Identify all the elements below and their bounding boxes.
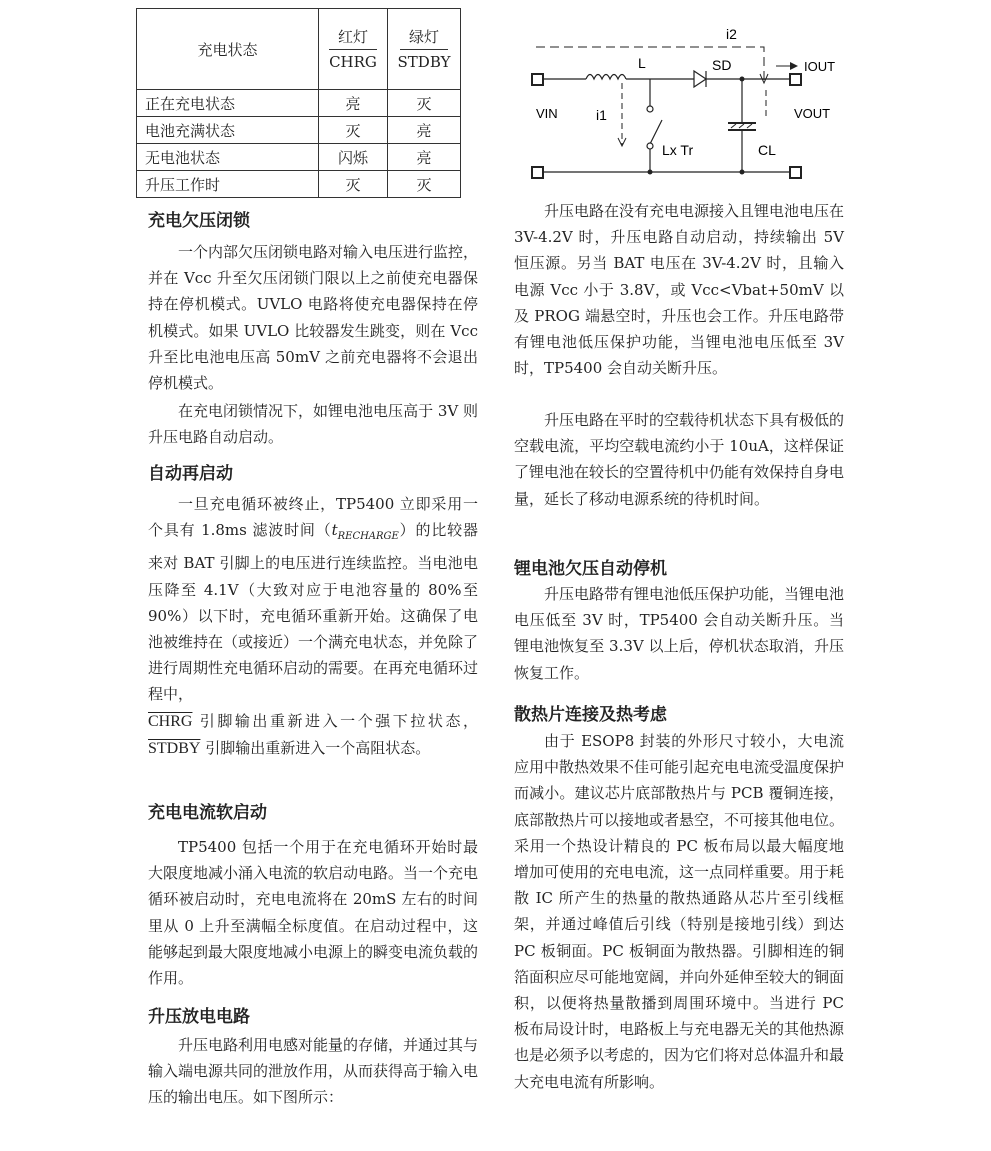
label-i1: i1 — [596, 107, 607, 123]
paragraph-lowbatt: 升压电路带有锂电池低压保护功能，当锂电池电压低至 3V 时，TP5400 会自动关断升压。当锂电池恢复至 3.3V 以上后，停机状态取消，升压恢复工作。 — [514, 585, 845, 682]
inductor-l — [586, 75, 626, 80]
label-sd: SD — [712, 57, 732, 73]
table-cell: 灭 — [319, 171, 388, 198]
heading-restart: 自动再启动 — [148, 464, 233, 484]
paragraph-boost-right-2: 升压电路在平时的空载待机状态下具有极低的空载电流，平均空载电流约小于 10uA，这样保证了锂电池在较长的空置待机中仍能有效保持自身电量，延长了移动电源系统的待机时间。 — [514, 411, 845, 508]
label-cl: CL — [758, 142, 776, 158]
paragraph-boost-right-1: 升压电路在没有充电电源接入且锂电池电压在 3V-4.2V 时，升压电路自动启动，持续输出 5V 恒压源。另当 BAT 电压在 3V-4.2V 时，且输入电源 Vcc 小于 3.8V，或 Vcc<Vbat+50mV 以及 PROG 端悬空时，升压也会工作。升压电路带有锂电池低压保护功能，当锂电池电压低至 3V 时，TP5400 会自动关断升压。 — [514, 202, 845, 378]
switch-lx-tr — [650, 120, 662, 144]
paragraph-boost: 升压电路利用电感对能量的存储，并通过其与输入端电源共同的泄放作用，从而获得高于输入电压的输出电压。如下图所示： — [148, 1036, 479, 1107]
table-cell: 灭 — [319, 117, 388, 144]
table-cell: 亮 — [319, 90, 388, 117]
table-header-green: 绿灯 STDBY — [388, 9, 461, 90]
table-row — [137, 171, 461, 198]
boost-circuit-diagram — [514, 20, 854, 190]
switch-contact-top — [647, 106, 653, 112]
heading-softstart: 充电电流软启动 — [148, 803, 267, 823]
table-cell: 灭 — [388, 90, 461, 117]
table-cell: 亮 — [388, 117, 461, 144]
table-cell: 电池充满状态 — [137, 117, 319, 144]
vout-terminal-bottom — [790, 167, 801, 178]
label-l: L — [638, 55, 646, 71]
table-row — [137, 117, 461, 144]
vin-terminal-top — [532, 74, 543, 85]
heading-thermal: 散热片连接及热考虑 — [514, 705, 667, 725]
table-row — [137, 90, 461, 117]
iout-arrow — [790, 62, 798, 70]
chrg-pin-label: CHRG — [148, 712, 193, 730]
paragraph-uvlo-1: 一个内部欠压闭锁电路对输入电压进行监控，并在 Vcc 升至欠压闭锁门限以上之前使充电器保持在停机模式。UVLO 电路将使充电器保持在停机模式。如果 UVLO 比较器发生跳变，则在 Vcc 升至比电池电压高 50mV 之前充电器将不会退出停机模式。 — [148, 243, 479, 393]
led-status-table — [136, 8, 461, 198]
table-header-state: 充电状态 — [137, 9, 319, 90]
paragraph-softstart: TP5400 包括一个用于在充电循环开始时最大限度地减小涌入电流的软启动电路。当一个充电循环被启动时，充电电流将在 20mS 左右的时间里从 0 上升至满幅全标度值。在启动过程中，这能够起到最大限度地减小电源上的瞬变电流负载的作用。 — [148, 838, 479, 988]
diode-sd — [694, 71, 706, 87]
label-iout: IOUT — [804, 59, 836, 74]
table-cell: 灭 — [388, 171, 461, 198]
label-lx-tr: Lx Tr — [662, 142, 694, 158]
label-vin: VIN — [536, 106, 558, 121]
vin-terminal-bottom — [532, 167, 543, 178]
label-vout: VOUT — [794, 106, 831, 121]
heading-uvlo: 充电欠压闭锁 — [148, 211, 250, 231]
vout-terminal-top — [790, 74, 801, 85]
table-cell: 升压工作时 — [137, 171, 319, 198]
table-cell: 亮 — [388, 144, 461, 171]
paragraph-restart: 一旦充电循环被终止，TP5400 立即采用一个具有 1.8ms 滤波时间$(t_{RECHARGE})$的比较器来对 BAT 引脚上的电压进行连续监控。当电池电压降至 4.1V（大致对应于电池容量的 80%至 90%）以下时，充电循环重新开始。这确保了电池被维持在（或接近）一个满充电状态，并免除了进行周期性充电循环启动的需要。在再充电循环过程中， CHRG 引脚输出重新进入一个强下拉状态，STDBY 引脚输出重新进入一个高阻状态。 — [148, 495, 479, 757]
table-row — [137, 144, 461, 171]
table-header-red: 红灯 CHRG — [319, 9, 388, 90]
table-cell: 闪烁 — [319, 144, 388, 171]
paragraph-thermal: 由于 ESOP8 封装的外形尺寸较小，大电流应用中散热效果不佳可能引起充电电流受温度保护而减小。建议芯片底部散热片与 PCB 覆铜连接，底部散热片可以接地或者悬空，不可接其他电位。采用一个热设计精良的 PC 板布局以最大幅度地增加可使用的充电电流，这一点同样重要。用于耗散 IC 所产生的热量的散热通路从芯片至引线框架，并通过峰值后引线（特别是接地引线）到达 PC 板铜面。PC 板铜面为散热器。引脚相连的铜箔面积应尽可能地宽阔，并向外延伸至较大的铜面积，以便将热量散播到周围环境中。当进行 PC 板布局设计时，电路板上与充电器无关的其他热源也是必须予以考虑的，因为它们将对总体温升和最大充电电流有所影响。 — [514, 732, 845, 1091]
paragraph-uvlo-2: 在充电闭锁情况下，如锂电池电压高于 3V 则升压电路自动启动。 — [148, 402, 478, 447]
heading-lowbatt: 锂电池欠压自动停机 — [514, 559, 667, 579]
table-cell: 无电池状态 — [137, 144, 319, 171]
label-i2: i2 — [726, 26, 737, 42]
stdby-pin-label: STDBY — [148, 739, 201, 757]
table-header-row — [137, 9, 461, 90]
table-cell: 正在充电状态 — [137, 90, 319, 117]
switch-contact-bottom — [647, 143, 653, 149]
heading-boost: 升压放电电路 — [148, 1007, 250, 1027]
